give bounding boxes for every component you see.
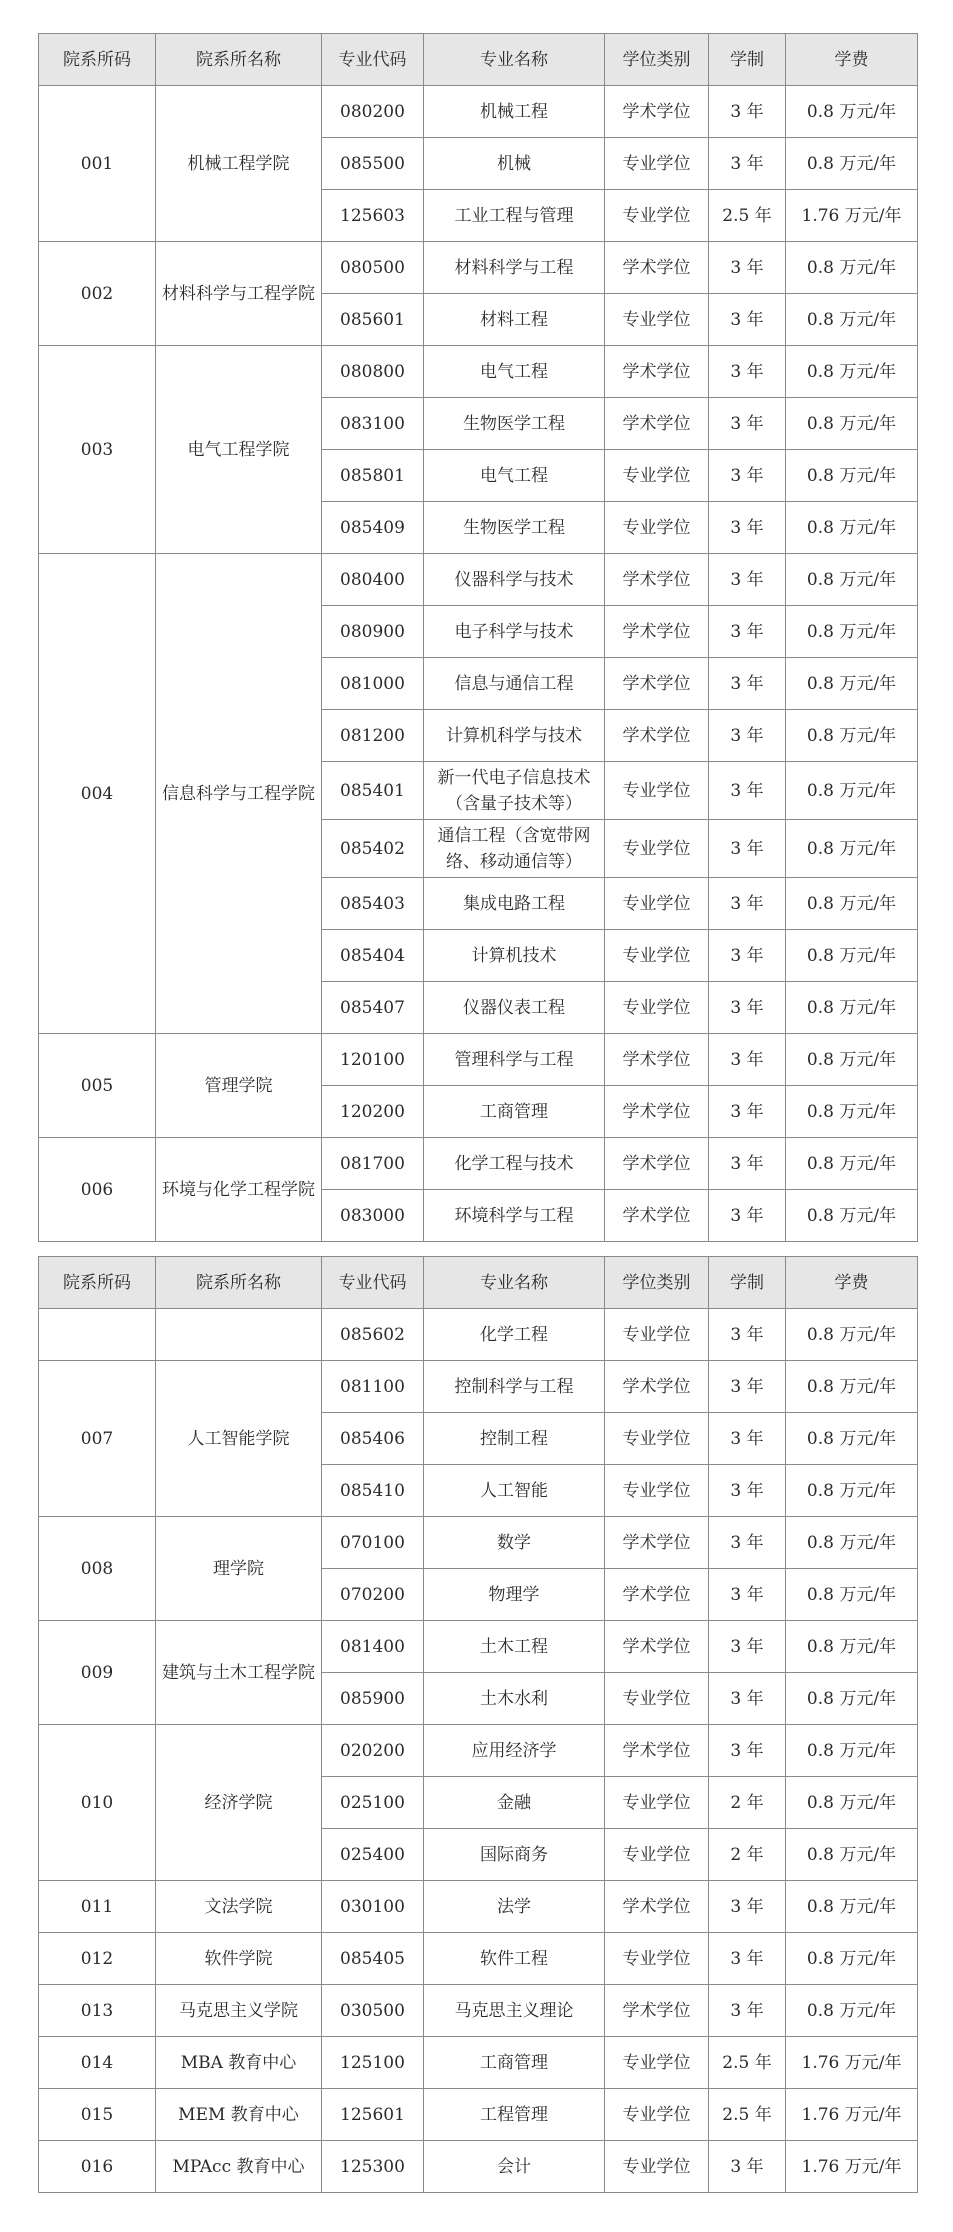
- major-name-cell: 信息与通信工程: [424, 658, 605, 710]
- major-name-cell: 土木工程: [424, 1621, 605, 1673]
- major-name-cell: 会计: [424, 2141, 605, 2193]
- column-header: 学制: [709, 34, 786, 86]
- dept-code-cell: 005: [39, 1034, 156, 1138]
- major-code-cell: 085405: [322, 1933, 424, 1985]
- degree-type-cell: 专业学位: [605, 878, 709, 930]
- duration-cell: 3 年: [709, 1673, 786, 1725]
- duration-cell: 3 年: [709, 1309, 786, 1361]
- table-row: [39, 2141, 918, 2193]
- table-row: [39, 1725, 918, 1777]
- tuition-cell: 0.8 万元/年: [786, 1725, 918, 1777]
- tuition-table-part-2: [38, 1256, 918, 2193]
- tuition-cell: 0.8 万元/年: [786, 86, 918, 138]
- major-name-cell: 机械工程: [424, 86, 605, 138]
- tuition-cell: 0.8 万元/年: [786, 554, 918, 606]
- major-code-cell: 120200: [322, 1086, 424, 1138]
- major-code-cell: 085403: [322, 878, 424, 930]
- table-row: [39, 1034, 918, 1086]
- duration-cell: 3 年: [709, 820, 786, 878]
- degree-type-cell: 学术学位: [605, 554, 709, 606]
- dept-code-cell: 016: [39, 2141, 156, 2193]
- major-name-cell: 仪器科学与技术: [424, 554, 605, 606]
- major-name-cell: 物理学: [424, 1569, 605, 1621]
- duration-cell: 2.5 年: [709, 190, 786, 242]
- major-code-cell: 080900: [322, 606, 424, 658]
- tuition-cell: 1.76 万元/年: [786, 190, 918, 242]
- major-name-cell: 工商管理: [424, 1086, 605, 1138]
- major-name-cell: 管理科学与工程: [424, 1034, 605, 1086]
- duration-cell: 3 年: [709, 1621, 786, 1673]
- degree-type-cell: 专业学位: [605, 1933, 709, 1985]
- major-name-cell: 生物医学工程: [424, 398, 605, 450]
- major-code-cell: 120100: [322, 1034, 424, 1086]
- major-name-cell: 通信工程（含宽带网络、移动通信等）: [424, 820, 605, 878]
- major-name-cell: 法学: [424, 1881, 605, 1933]
- major-code-cell: 125100: [322, 2037, 424, 2089]
- major-code-cell: 085401: [322, 762, 424, 820]
- dept-code-cell: 014: [39, 2037, 156, 2089]
- tuition-table-part-1: [38, 33, 918, 1242]
- dept-name-cell: 理学院: [156, 1517, 322, 1621]
- dept-code-cell: 006: [39, 1138, 156, 1242]
- tuition-cell: 0.8 万元/年: [786, 930, 918, 982]
- header-row: [39, 1257, 918, 1309]
- dept-name-cell: 管理学院: [156, 1034, 322, 1138]
- major-name-cell: 计算机技术: [424, 930, 605, 982]
- dept-name-cell: 文法学院: [156, 1881, 322, 1933]
- degree-type-cell: 学术学位: [605, 398, 709, 450]
- major-code-cell: 085601: [322, 294, 424, 346]
- degree-type-cell: 学术学位: [605, 606, 709, 658]
- duration-cell: 3 年: [709, 1517, 786, 1569]
- duration-cell: 3 年: [709, 1138, 786, 1190]
- major-name-cell: 仪器仪表工程: [424, 982, 605, 1034]
- major-code-cell: 081200: [322, 710, 424, 762]
- major-code-cell: 085402: [322, 820, 424, 878]
- tuition-cell: 0.8 万元/年: [786, 1621, 918, 1673]
- major-code-cell: 085801: [322, 450, 424, 502]
- tuition-cell: 0.8 万元/年: [786, 1517, 918, 1569]
- degree-type-cell: 专业学位: [605, 450, 709, 502]
- major-name-cell: 国际商务: [424, 1829, 605, 1881]
- tuition-cell: 0.8 万元/年: [786, 1829, 918, 1881]
- column-header: 学费: [786, 1257, 918, 1309]
- header-row: [39, 34, 918, 86]
- duration-cell: 2.5 年: [709, 2089, 786, 2141]
- duration-cell: 3 年: [709, 242, 786, 294]
- duration-cell: 2.5 年: [709, 2037, 786, 2089]
- duration-cell: 3 年: [709, 1086, 786, 1138]
- dept-name-cell: 人工智能学院: [156, 1361, 322, 1517]
- dept-code-cell: 009: [39, 1621, 156, 1725]
- table-row: [39, 1881, 918, 1933]
- major-name-cell: 工商管理: [424, 2037, 605, 2089]
- column-header: 院系所名称: [156, 34, 322, 86]
- major-code-cell: 125603: [322, 190, 424, 242]
- duration-cell: 3 年: [709, 450, 786, 502]
- column-header: 专业代码: [322, 34, 424, 86]
- major-name-cell: 电子科学与技术: [424, 606, 605, 658]
- table-row: [39, 1985, 918, 2037]
- duration-cell: 3 年: [709, 710, 786, 762]
- duration-cell: 3 年: [709, 1034, 786, 1086]
- dept-name-cell: 机械工程学院: [156, 86, 322, 242]
- degree-type-cell: 专业学位: [605, 1413, 709, 1465]
- dept-code-cell: 011: [39, 1881, 156, 1933]
- degree-type-cell: 学术学位: [605, 1569, 709, 1621]
- major-code-cell: 081700: [322, 1138, 424, 1190]
- tuition-cell: 1.76 万元/年: [786, 2141, 918, 2193]
- tuition-cell: 0.8 万元/年: [786, 1933, 918, 1985]
- major-name-cell: 集成电路工程: [424, 878, 605, 930]
- table-row: [39, 1309, 918, 1361]
- major-code-cell: 083100: [322, 398, 424, 450]
- duration-cell: 3 年: [709, 398, 786, 450]
- tuition-cell: 0.8 万元/年: [786, 710, 918, 762]
- degree-type-cell: 学术学位: [605, 710, 709, 762]
- duration-cell: 3 年: [709, 1190, 786, 1242]
- major-name-cell: 土木水利: [424, 1673, 605, 1725]
- duration-cell: 3 年: [709, 930, 786, 982]
- major-code-cell: 025400: [322, 1829, 424, 1881]
- major-code-cell: 085407: [322, 982, 424, 1034]
- major-name-cell: 金融: [424, 1777, 605, 1829]
- major-code-cell: 081000: [322, 658, 424, 710]
- duration-cell: 3 年: [709, 1985, 786, 2037]
- major-code-cell: 080200: [322, 86, 424, 138]
- dept-name-cell: 经济学院: [156, 1725, 322, 1881]
- major-code-cell: 080500: [322, 242, 424, 294]
- duration-cell: 3 年: [709, 138, 786, 190]
- table-row: [39, 242, 918, 294]
- degree-type-cell: 专业学位: [605, 1777, 709, 1829]
- duration-cell: 3 年: [709, 502, 786, 554]
- major-code-cell: 070100: [322, 1517, 424, 1569]
- major-name-cell: 数学: [424, 1517, 605, 1569]
- tuition-cell: 0.8 万元/年: [786, 658, 918, 710]
- tuition-cell: 0.8 万元/年: [786, 502, 918, 554]
- tuition-cell: 0.8 万元/年: [786, 820, 918, 878]
- tuition-cell: 0.8 万元/年: [786, 606, 918, 658]
- degree-type-cell: 专业学位: [605, 930, 709, 982]
- degree-type-cell: 学术学位: [605, 1517, 709, 1569]
- major-name-cell: 电气工程: [424, 450, 605, 502]
- duration-cell: 3 年: [709, 1465, 786, 1517]
- tuition-cell: 0.8 万元/年: [786, 1985, 918, 2037]
- dept-code-cell: 013: [39, 1985, 156, 2037]
- column-header: 学费: [786, 34, 918, 86]
- tuition-cell: 0.8 万元/年: [786, 982, 918, 1034]
- degree-type-cell: 专业学位: [605, 762, 709, 820]
- dept-name-cell: 软件学院: [156, 1933, 322, 1985]
- degree-type-cell: 学术学位: [605, 1190, 709, 1242]
- column-header: 学位类别: [605, 1257, 709, 1309]
- duration-cell: 3 年: [709, 606, 786, 658]
- duration-cell: 3 年: [709, 658, 786, 710]
- tuition-cell: 0.8 万元/年: [786, 294, 918, 346]
- major-code-cell: 085409: [322, 502, 424, 554]
- dept-code-cell: 002: [39, 242, 156, 346]
- duration-cell: 2 年: [709, 1777, 786, 1829]
- major-name-cell: 人工智能: [424, 1465, 605, 1517]
- major-code-cell: 080800: [322, 346, 424, 398]
- duration-cell: 3 年: [709, 554, 786, 606]
- degree-type-cell: 学术学位: [605, 1361, 709, 1413]
- major-name-cell: 控制科学与工程: [424, 1361, 605, 1413]
- major-code-cell: 085410: [322, 1465, 424, 1517]
- degree-type-cell: 学术学位: [605, 242, 709, 294]
- tuition-cell: 0.8 万元/年: [786, 138, 918, 190]
- table-row: [39, 86, 918, 138]
- tuition-cell: 0.8 万元/年: [786, 1673, 918, 1725]
- degree-type-cell: 学术学位: [605, 1725, 709, 1777]
- degree-type-cell: 专业学位: [605, 982, 709, 1034]
- degree-type-cell: 专业学位: [605, 138, 709, 190]
- degree-type-cell: 学术学位: [605, 1985, 709, 2037]
- table-row: [39, 2037, 918, 2089]
- dept-code-cell: 015: [39, 2089, 156, 2141]
- major-code-cell: 030100: [322, 1881, 424, 1933]
- column-header: 院系所码: [39, 34, 156, 86]
- dept-code-cell: 012: [39, 1933, 156, 1985]
- tuition-cell: 0.8 万元/年: [786, 1086, 918, 1138]
- duration-cell: 3 年: [709, 1361, 786, 1413]
- duration-cell: 2 年: [709, 1829, 786, 1881]
- major-name-cell: 马克思主义理论: [424, 1985, 605, 2037]
- degree-type-cell: 专业学位: [605, 294, 709, 346]
- tuition-cell: 0.8 万元/年: [786, 1465, 918, 1517]
- dept-code-cell: 004: [39, 554, 156, 1034]
- tuition-cell: 0.8 万元/年: [786, 450, 918, 502]
- major-name-cell: 环境科学与工程: [424, 1190, 605, 1242]
- degree-type-cell: 专业学位: [605, 2141, 709, 2193]
- degree-type-cell: 专业学位: [605, 1309, 709, 1361]
- major-code-cell: 085500: [322, 138, 424, 190]
- major-name-cell: 控制工程: [424, 1413, 605, 1465]
- tuition-cell: 0.8 万元/年: [786, 1777, 918, 1829]
- column-header: 院系所码: [39, 1257, 156, 1309]
- major-code-cell: 085900: [322, 1673, 424, 1725]
- major-name-cell: 计算机科学与技术: [424, 710, 605, 762]
- degree-type-cell: 专业学位: [605, 2037, 709, 2089]
- major-code-cell: 083000: [322, 1190, 424, 1242]
- major-name-cell: 工业工程与管理: [424, 190, 605, 242]
- major-name-cell: 应用经济学: [424, 1725, 605, 1777]
- dept-name-cell: 马克思主义学院: [156, 1985, 322, 2037]
- tuition-cell: 0.8 万元/年: [786, 346, 918, 398]
- major-name-cell: 工程管理: [424, 2089, 605, 2141]
- column-header: 院系所名称: [156, 1257, 322, 1309]
- major-code-cell: 125300: [322, 2141, 424, 2193]
- dept-name-cell: MEM 教育中心: [156, 2089, 322, 2141]
- table-row: [39, 1138, 918, 1190]
- degree-type-cell: 专业学位: [605, 190, 709, 242]
- major-code-cell: 020200: [322, 1725, 424, 1777]
- tuition-cell: 0.8 万元/年: [786, 762, 918, 820]
- major-code-cell: 085404: [322, 930, 424, 982]
- degree-type-cell: 专业学位: [605, 820, 709, 878]
- dept-code-cell: 010: [39, 1725, 156, 1881]
- tuition-cell: 0.8 万元/年: [786, 1569, 918, 1621]
- duration-cell: 3 年: [709, 762, 786, 820]
- major-name-cell: 材料科学与工程: [424, 242, 605, 294]
- dept-code-cell: 008: [39, 1517, 156, 1621]
- dept-name-cell: 信息科学与工程学院: [156, 554, 322, 1034]
- degree-type-cell: 学术学位: [605, 1138, 709, 1190]
- major-code-cell: 080400: [322, 554, 424, 606]
- column-header: 专业名称: [424, 1257, 605, 1309]
- dept-name-cell: 电气工程学院: [156, 346, 322, 554]
- degree-type-cell: 学术学位: [605, 86, 709, 138]
- major-code-cell: 025100: [322, 1777, 424, 1829]
- tuition-cell: 0.8 万元/年: [786, 1361, 918, 1413]
- degree-type-cell: 专业学位: [605, 1829, 709, 1881]
- dept-name-cell: 建筑与土木工程学院: [156, 1621, 322, 1725]
- tuition-cell: 0.8 万元/年: [786, 242, 918, 294]
- table-row: [39, 554, 918, 606]
- dept-code-cell: 001: [39, 86, 156, 242]
- major-name-cell: 电气工程: [424, 346, 605, 398]
- duration-cell: 3 年: [709, 1881, 786, 1933]
- duration-cell: 3 年: [709, 1725, 786, 1777]
- major-code-cell: 081400: [322, 1621, 424, 1673]
- tuition-cell: 0.8 万元/年: [786, 1881, 918, 1933]
- table-row: [39, 1933, 918, 1985]
- degree-type-cell: 专业学位: [605, 1465, 709, 1517]
- dept-name-cell: 材料科学与工程学院: [156, 242, 322, 346]
- degree-type-cell: 学术学位: [605, 1086, 709, 1138]
- column-header: 学制: [709, 1257, 786, 1309]
- duration-cell: 3 年: [709, 1933, 786, 1985]
- degree-type-cell: 专业学位: [605, 502, 709, 554]
- tuition-cell: 0.8 万元/年: [786, 878, 918, 930]
- major-name-cell: 生物医学工程: [424, 502, 605, 554]
- major-name-cell: 化学工程: [424, 1309, 605, 1361]
- major-code-cell: 030500: [322, 1985, 424, 2037]
- tuition-cell: 0.8 万元/年: [786, 1190, 918, 1242]
- dept-name-cell: MBA 教育中心: [156, 2037, 322, 2089]
- tuition-cell: 1.76 万元/年: [786, 2089, 918, 2141]
- major-name-cell: 软件工程: [424, 1933, 605, 1985]
- column-header: 专业名称: [424, 34, 605, 86]
- major-code-cell: 085602: [322, 1309, 424, 1361]
- column-header: 专业代码: [322, 1257, 424, 1309]
- dept-code-cell: [39, 1309, 156, 1361]
- table-row: [39, 346, 918, 398]
- tuition-cell: 0.8 万元/年: [786, 1309, 918, 1361]
- degree-type-cell: 学术学位: [605, 346, 709, 398]
- tuition-cell: 0.8 万元/年: [786, 398, 918, 450]
- major-code-cell: 085406: [322, 1413, 424, 1465]
- dept-name-cell: 环境与化学工程学院: [156, 1138, 322, 1242]
- duration-cell: 3 年: [709, 982, 786, 1034]
- major-name-cell: 材料工程: [424, 294, 605, 346]
- tuition-cell: 0.8 万元/年: [786, 1034, 918, 1086]
- degree-type-cell: 学术学位: [605, 658, 709, 710]
- duration-cell: 3 年: [709, 2141, 786, 2193]
- table-row: [39, 2089, 918, 2141]
- duration-cell: 3 年: [709, 346, 786, 398]
- duration-cell: 3 年: [709, 1569, 786, 1621]
- tuition-cell: 1.76 万元/年: [786, 2037, 918, 2089]
- table-row: [39, 1517, 918, 1569]
- tuition-cell: 0.8 万元/年: [786, 1138, 918, 1190]
- table-row: [39, 1361, 918, 1413]
- dept-name-cell: MPAcc 教育中心: [156, 2141, 322, 2193]
- dept-code-cell: 003: [39, 346, 156, 554]
- major-name-cell: 机械: [424, 138, 605, 190]
- major-name-cell: 化学工程与技术: [424, 1138, 605, 1190]
- major-name-cell: 新一代电子信息技术（含量子技术等）: [424, 762, 605, 820]
- degree-type-cell: 学术学位: [605, 1881, 709, 1933]
- table-row: [39, 1621, 918, 1673]
- duration-cell: 3 年: [709, 878, 786, 930]
- degree-type-cell: 学术学位: [605, 1034, 709, 1086]
- major-code-cell: 070200: [322, 1569, 424, 1621]
- duration-cell: 3 年: [709, 1413, 786, 1465]
- major-code-cell: 081100: [322, 1361, 424, 1413]
- column-header: 学位类别: [605, 34, 709, 86]
- dept-code-cell: 007: [39, 1361, 156, 1517]
- duration-cell: 3 年: [709, 294, 786, 346]
- major-code-cell: 125601: [322, 2089, 424, 2141]
- degree-type-cell: 专业学位: [605, 1673, 709, 1725]
- degree-type-cell: 专业学位: [605, 2089, 709, 2141]
- degree-type-cell: 学术学位: [605, 1621, 709, 1673]
- dept-name-cell: [156, 1309, 322, 1361]
- tuition-cell: 0.8 万元/年: [786, 1413, 918, 1465]
- duration-cell: 3 年: [709, 86, 786, 138]
